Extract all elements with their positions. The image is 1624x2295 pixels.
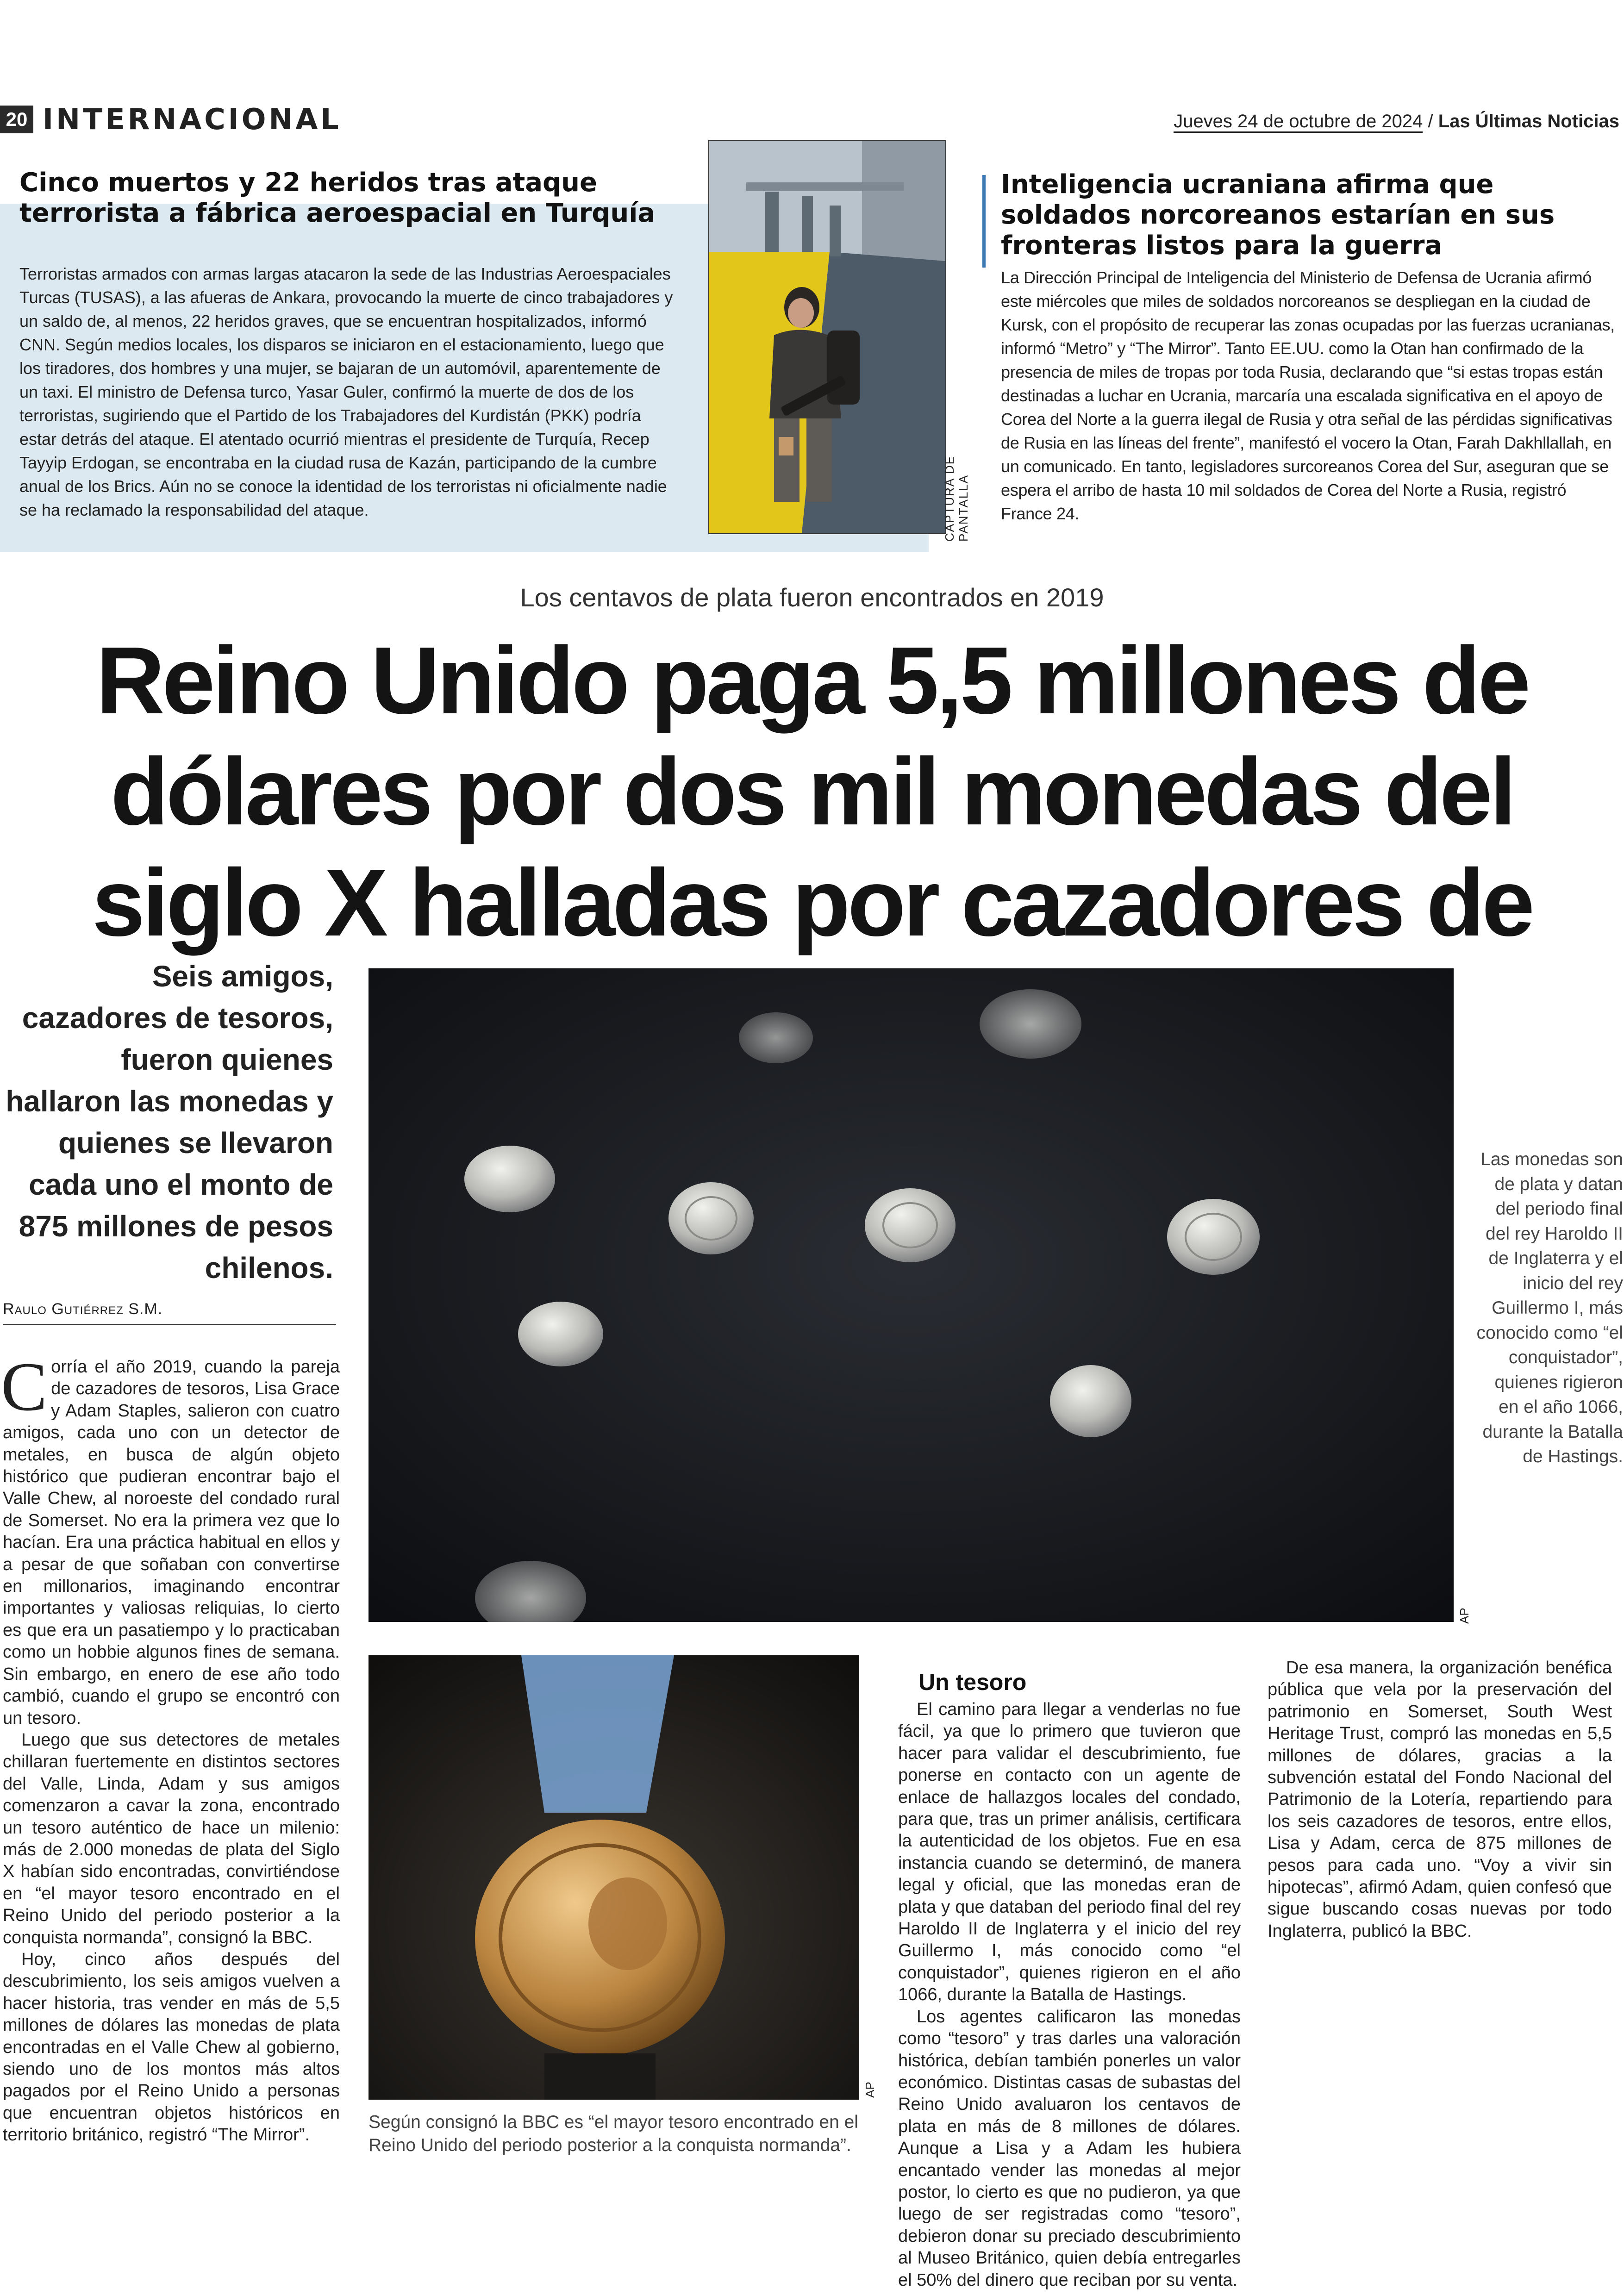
page-number: 20 [0, 106, 33, 133]
coins-photo-art [369, 968, 1454, 1622]
photo-credit-small: AP [863, 2082, 877, 2098]
small-photo-caption: Según consignó la BBC es “el mayor tesoro encontrado en el Reino Unido del periodo posterior a la conquista normanda”. [369, 2112, 858, 2155]
brief-left-headline: Cinco muertos y 22 heridos tras ataque terrorista a fábrica aeroespacial en Turquía [19, 168, 656, 228]
newspaper-name: Las Últimas Noticias [1438, 111, 1619, 131]
photo-credit-main: AP [1457, 1608, 1471, 1624]
coin-closeup-photo [369, 1655, 859, 2100]
dateline-separator: / [1428, 111, 1433, 131]
article-column-1 [1, 1348, 340, 2146]
accent-bar [982, 175, 986, 268]
paragraph-6: De esa manera, la organización benéfica pública que vela por la preservación del patrimonio en Somerset, South West Heritage Trust, compró las monedas en 5,5 millones de dólares, gracias a la subvención estatal del Fondo Nacional del Patrimonio de la Lotería, repartiendo para los seis cazadores de tesoros, entre ellos, Lisa y Adam, cerca de 875 millones de pesos para cada uno. “Voy a vivir sin hipotecas”, afirmó Adam, quien confesó que sigue buscando cosas nuevas por todo Inglaterra, publicó la BBC. [1268, 1658, 1612, 1941]
dateline [1174, 109, 1619, 133]
brief-right-headline: Inteligencia ucraniana afirma que soldados norcoreanos estarían en sus fronteras listos para la guerra [1001, 169, 1555, 261]
paragraph-3: Hoy, cinco años después del descubrimiento, los seis amigos vuelven a hacer historia, tras vender en más de 5,5 millones de dólares las monedas de plata encontradas en el Valle Chew al gobierno, siendo uno de los montos más altos pagados por el Reino Unido a personas que encuentran objetos históricos en territorio británico, registró “The Mirror”. [3, 1949, 340, 2145]
attack-photo-art [709, 141, 945, 533]
article-subhead: Un tesoro [918, 1669, 1027, 1695]
main-photo-caption: Las monedas son de plata y datan del periodo final del rey Haroldo II de Inglaterra y el inicio del rey Guillermo I, más conocido como “el conquistador”, quienes rigieron en el año 1066, durante la Batalla de Hastings. [1476, 1149, 1623, 1466]
main-kicker: Los centavos de plata fueron encontrados en 2019 [520, 583, 1104, 612]
brief-right-body: La Dirección Principal de Inteligencia del Ministerio de Defensa de Ucrania afirmó este miércoles que miles de soldados norcoreanos se despliegan en la ciudad de Kursk, con el propósito de recuperar las zonas ocupadas por las fuerzas ucranianas, informó “Metro” y “The Mirror”. Tanto EE.UU. como la Otan han confirmado de la presencia de miles de tropas por toda Rusia, declarando que “si estas tropas están destinadas a luchar en Ucrania, marcaría una escalada significativa en el apoyo de Corea del Norte a la guerra ilegal de Rusia y otra señal de las pérdidas significativas de Rusia en las líneas del frente”, manifestó el vocero la Otan, Farah Dakhllallah, en un comunicado. En tanto, legisladores surcoreanos Corea del Sur, aseguran que se espera el arribo de hasta 10 mil soldados de Corea del Norte a Rusia, registró France 24. [1001, 268, 1615, 523]
byline: Raulo Gutiérrez S.M. [3, 1300, 336, 1325]
main-headline: Reino Unido paga 5,5 millones de dólares por dos mil monedas del siglo X halladas por cazadores de [92, 627, 1532, 956]
brief-left-body: Terroristas armados con armas largas atacaron la sede de las Industrias Aeroespaciales Turcas (TUSAS), a las afueras de Ankara, provocando la muerte de cinco trabajadores y un saldo de, al menos, 22 heridos graves, que se encuentran hospitalizados, informó CNN. Según medios locales, los disparos se iniciaron en el estacionamiento, luego que los tiradores, dos hombres y una mujer, se bajaran de un automóvil, aparentemente de un taxi. El ministro de Defensa turco, Yasar Guler, confirmó la muerte de dos de los terroristas, sugiriendo que el Partido de los Trabajadores del Kurdistán (PKK) podría estar detrás del ataque. El atentado ocurrió mientras el presidente de Turquía, Recep Tayyip Erdogan, se encontraba en la ciudad rusa de Kazán, participando de la cumbre anual de los Brics. Aún no se conoce la identidad de los terroristas ni oficialmente nadie se ha reclamado la responsabilidad del ataque. [19, 264, 673, 519]
paragraph-1: orría el año 2019, cuando la pareja de cazadores de tesoros, Lisa Grace y Adam Staples, salieron con cuatro amigos, cada uno con un detector de metales, en busca de algún objeto histórico que pudieran encontrar bajo el Valle Chew, al noroeste del condado rural de Somerset. No era la primera vez que lo hacían. Era una práctica habitual en ellos y a pesar de que soñaban con convertirse en millonarios, imaginando encontrar importantes y valiosas reliquias, lo cierto es que era un pasatiempo y lo practicaban como un hobbie algunos fines de semana. Sin embargo, en enero de ese año todo cambió, cuando el grupo se encontró con un tesoro. [3, 1357, 340, 1728]
main-lead: Seis amigos, cazadores de tesoros, fueron quienes hallaron las monedas y quienes se llevaron cada uno el monto de 875 millones de pesos chilenos. [6, 960, 333, 1285]
drop-cap: C [1, 1348, 48, 1425]
article-column-3 [898, 1657, 1241, 2291]
photo-credit-screenshot: CAPTURA DE PANTALLA [943, 455, 970, 542]
section-title: INTERNACIONAL [43, 102, 342, 136]
attack-screenshot-photo [708, 140, 946, 534]
silver-coins-photo [369, 968, 1454, 1622]
article-column-4 [1268, 1657, 1612, 1942]
coin-closeup-art [369, 1655, 859, 2100]
paragraph-2: Luego que sus detectores de metales chillaran fuertemente en distintos sectores del Valle, Linda, Adam y sus amigos comenzaron a cavar la zona, encontrado un tesoro auténtico de hace un milenio: más de 2.000 monedas de plata del Siglo X habían sido encontradas, convirtiéndose en “el mayor tesoro encontrado en el Reino Unido del periodo posterior a la conquista normanda”, consignó la BBC. [3, 1730, 340, 1947]
paragraph-4: El camino para llegar a venderlas no fue fácil, ya que lo primero que tuvieron que hacer para validar el descubrimiento, fue ponerse en contacto con un agente de enlace de hallazgos locales del condado, para que, tras un primer análisis, certificara la autenticidad de los objetos. Fue en esa instancia cuando se determinó, de manera legal y oficial, que las monedas eran de plata y que databan del periodo final del rey Haroldo II de Inglaterra y el inicio del rey Guillermo I, más conocido como “el conquistador”, quienes rigieron en el año 1066, durante la Batalla de Hastings. [898, 1700, 1241, 2005]
issue-date: Jueves 24 de octubre de 2024 [1174, 111, 1423, 133]
paragraph-5: Los agentes calificaron las monedas como “tesoro” y tras darles una valoración histórica, debían también ponerles un valor económico. Distintas casas de subastas del Reino Unido avaluaron los centavos de plata en más de 8 millones de dólares. Aunque a Lisa y a Adam les hubiera encantado vender las monedas al mejor postor, lo cierto es que no pudieron, ya que luego de ser registradas como “tesoro”, debieron donar su preciado descubrimiento al Museo Británico, quien debía entregarles el 50% del dinero que reciban por su venta. [898, 2007, 1241, 2290]
